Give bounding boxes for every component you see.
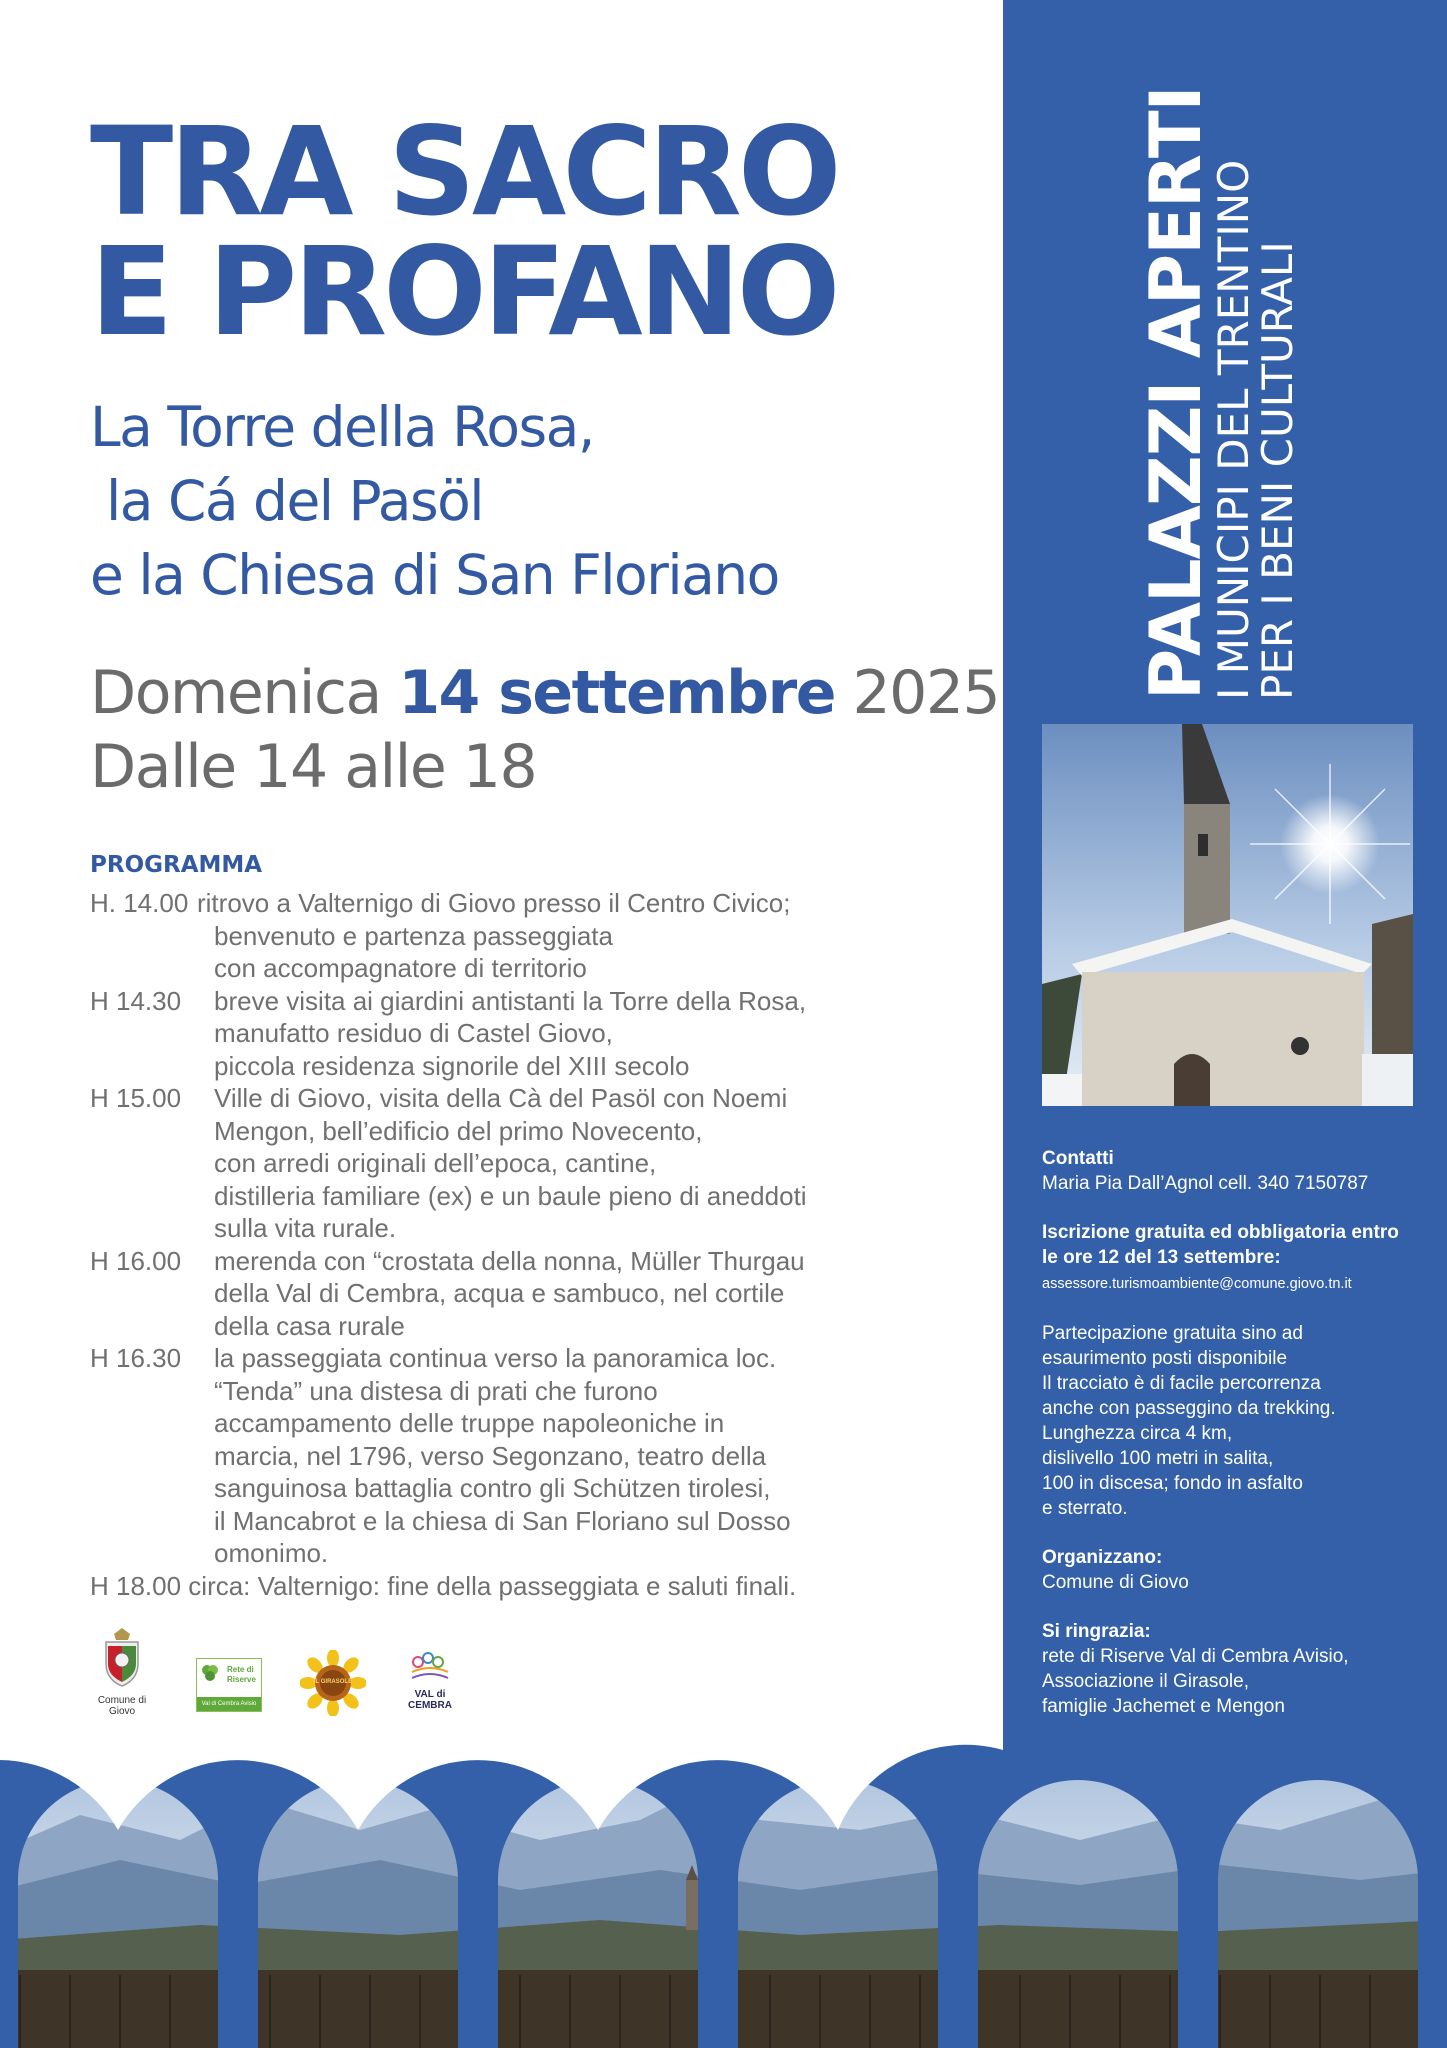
page-title xyxy=(90,101,838,363)
comune-caption-2: Giovo xyxy=(108,1706,136,1717)
vertical-line-1: I MUNICIPI DEL TRENTINO xyxy=(1209,159,1258,700)
program-text xyxy=(214,1082,807,1245)
registration-section xyxy=(1042,1220,1442,1297)
participation-line: 100 in discesa; fondo in asfalto xyxy=(1042,1473,1303,1494)
vertical-line-2: PER I BENI CULTURALI xyxy=(1253,241,1302,700)
title-line-1: TRA SACRO xyxy=(90,101,838,243)
organizers-text: Comune di Giovo xyxy=(1042,1572,1189,1593)
program-time: H. 14.00 xyxy=(90,888,189,918)
program-line: Ville di Giovo, visita della Cà del Pasöl con Noemi xyxy=(214,1083,788,1113)
program-line: Mengon, bell’edificio del primo Novecento, xyxy=(214,1115,703,1146)
vineyard-icon xyxy=(404,1650,456,1684)
program-line: il Mancabrot e la chiesa di San Floriano sul Dosso xyxy=(214,1505,791,1536)
rete-riserve-logo xyxy=(196,1658,262,1712)
program-list xyxy=(90,887,960,1602)
val-di-cembra-logo xyxy=(404,1650,456,1711)
program-item xyxy=(90,1245,960,1343)
program-line: con accompagnatore di territorio xyxy=(214,953,587,983)
program-time: H 16.00 xyxy=(90,1245,182,1276)
program-line: con arredi originali dell’epoca, cantine, xyxy=(214,1148,657,1178)
event-date xyxy=(90,656,999,804)
thanks-section xyxy=(1042,1619,1442,1719)
program-item xyxy=(90,887,960,985)
contacts-section xyxy=(1042,1146,1442,1196)
title-line-2: E PROFANO xyxy=(90,221,837,363)
rete-logo-text-2: Riserve xyxy=(227,1675,256,1684)
valdicembra-text-1: VAL di xyxy=(414,1689,446,1700)
program-line: piccola residenza signorile del XIII secolo xyxy=(214,1050,690,1081)
palazzi-aperti-vertical-title xyxy=(1135,86,1302,700)
participation-line: esaurimento posti disponibile xyxy=(1042,1348,1288,1369)
clover-icon xyxy=(200,1663,220,1683)
program-line: “Tenda” una distesa di prati che furono xyxy=(214,1375,658,1406)
program-line: ritrovo a Valternigo di Giovo presso il Centro Civico; xyxy=(197,888,791,918)
program-text xyxy=(214,1245,805,1343)
date-year: 2025 xyxy=(852,658,1000,728)
thanks-line: rete di Riserve Val di Cembra Avisio, xyxy=(1042,1646,1349,1667)
valdicembra-text-2: CEMBRA xyxy=(408,1700,452,1711)
girasole-text: IL GIRASOLE xyxy=(313,1679,353,1685)
participation-line: Il tracciato è di facile percorrenza xyxy=(1042,1373,1321,1394)
program-line: sanguinosa battaglia contro gli Schützen tirolesi, xyxy=(214,1473,771,1503)
info-block xyxy=(1042,1146,1442,1743)
thanks-line: Associazione il Girasole, xyxy=(1042,1671,1249,1692)
subtitle-line-3: e la Chiesa di San Floriano xyxy=(90,543,779,607)
program-line: marcia, nel 1796, verso Segonzano, teatro della xyxy=(214,1440,767,1471)
subtitle xyxy=(90,390,779,612)
thanks-heading: Si ringrazia: xyxy=(1042,1621,1151,1642)
contacts-heading: Contatti xyxy=(1042,1148,1114,1169)
organizers-section xyxy=(1042,1545,1442,1595)
participation-line: e sterrato. xyxy=(1042,1498,1128,1519)
program-final: H 18.00 circa: Valternigo: fine della passeggiata e saluti finali. xyxy=(90,1570,797,1601)
church-image xyxy=(1042,724,1413,1106)
program-line: della casa rurale xyxy=(214,1310,405,1341)
registration-heading-1: Iscrizione gratuita ed obbligatoria entro xyxy=(1042,1222,1399,1243)
subtitle-line-2: la Cá del Pasöl xyxy=(90,469,484,533)
participation-line: Partecipazione gratuita sino ad xyxy=(1042,1323,1303,1344)
participation-line: Lunghezza circa 4 km, xyxy=(1042,1423,1233,1444)
registration-heading-2: le ore 12 del 13 settembre: xyxy=(1042,1247,1281,1268)
il-girasole-logo xyxy=(300,1650,366,1716)
church-tower-photo xyxy=(1042,724,1413,1106)
rete-logo-band: Val di Cembra Avisio xyxy=(197,1697,261,1711)
participation-section xyxy=(1042,1321,1442,1521)
program-text xyxy=(197,887,791,985)
registration-email[interactable]: assessore.turismoambiente@comune.giovo.tn.it xyxy=(1042,1276,1352,1292)
program-item xyxy=(90,985,960,1083)
date-main: 14 settembre xyxy=(398,658,835,728)
contacts-text: Maria Pia Dall’Agnol cell. 340 7150787 xyxy=(1042,1173,1369,1194)
coat-of-arms-icon xyxy=(92,1628,152,1690)
program-time: H 15.00 xyxy=(90,1083,182,1113)
program-line: merenda con “crostata della nonna, Müller Thurgau xyxy=(214,1245,805,1276)
organizers-heading: Organizzano: xyxy=(1042,1547,1163,1568)
comune-di-giovo-logo xyxy=(92,1628,152,1717)
event-hours: Dalle 14 alle 18 xyxy=(90,732,537,802)
arches-landscape-band xyxy=(0,1720,1447,2048)
thanks-line: famiglie Jachemet e Mengon xyxy=(1042,1696,1285,1717)
program-item xyxy=(90,1342,960,1570)
program-line: la passeggiata continua verso la panoramica loc. xyxy=(214,1343,777,1373)
program-line: benvenuto e partenza passeggiata xyxy=(214,920,613,951)
participation-line: dislivello 100 metri in salita, xyxy=(1042,1448,1274,1469)
comune-caption-1: Comune di xyxy=(97,1695,147,1706)
program-time: H 16.30 xyxy=(90,1343,182,1373)
program-text xyxy=(214,985,806,1083)
subtitle-line-1: La Torre della Rosa, xyxy=(90,395,594,459)
program-line: breve visita ai giardini antistanti la Torre della Rosa, xyxy=(214,985,807,1016)
program-line: accampamento delle truppe napoleoniche in xyxy=(214,1408,725,1438)
vertical-heading: PALAZZI APERTI xyxy=(1135,86,1217,700)
program-item xyxy=(90,1082,960,1245)
program-line: manufatto residuo di Castel Giovo, xyxy=(214,1018,613,1048)
program-text xyxy=(214,1342,791,1570)
program-line: della Val di Cembra, acqua e sambuco, nel cortile xyxy=(214,1278,785,1308)
program-heading: PROGRAMMA xyxy=(90,852,263,878)
date-day: Domenica xyxy=(90,658,381,728)
participation-line: anche con passeggino da trekking. xyxy=(1042,1398,1336,1419)
program-line: omonimo. xyxy=(214,1538,329,1568)
rete-logo-text-1: Rete di xyxy=(227,1665,254,1674)
program-time: H 14.30 xyxy=(90,985,182,1016)
program-line: sulla vita rurale. xyxy=(214,1213,397,1243)
program-line: distilleria familiare (ex) e un baule pieno di aneddoti xyxy=(214,1180,807,1211)
